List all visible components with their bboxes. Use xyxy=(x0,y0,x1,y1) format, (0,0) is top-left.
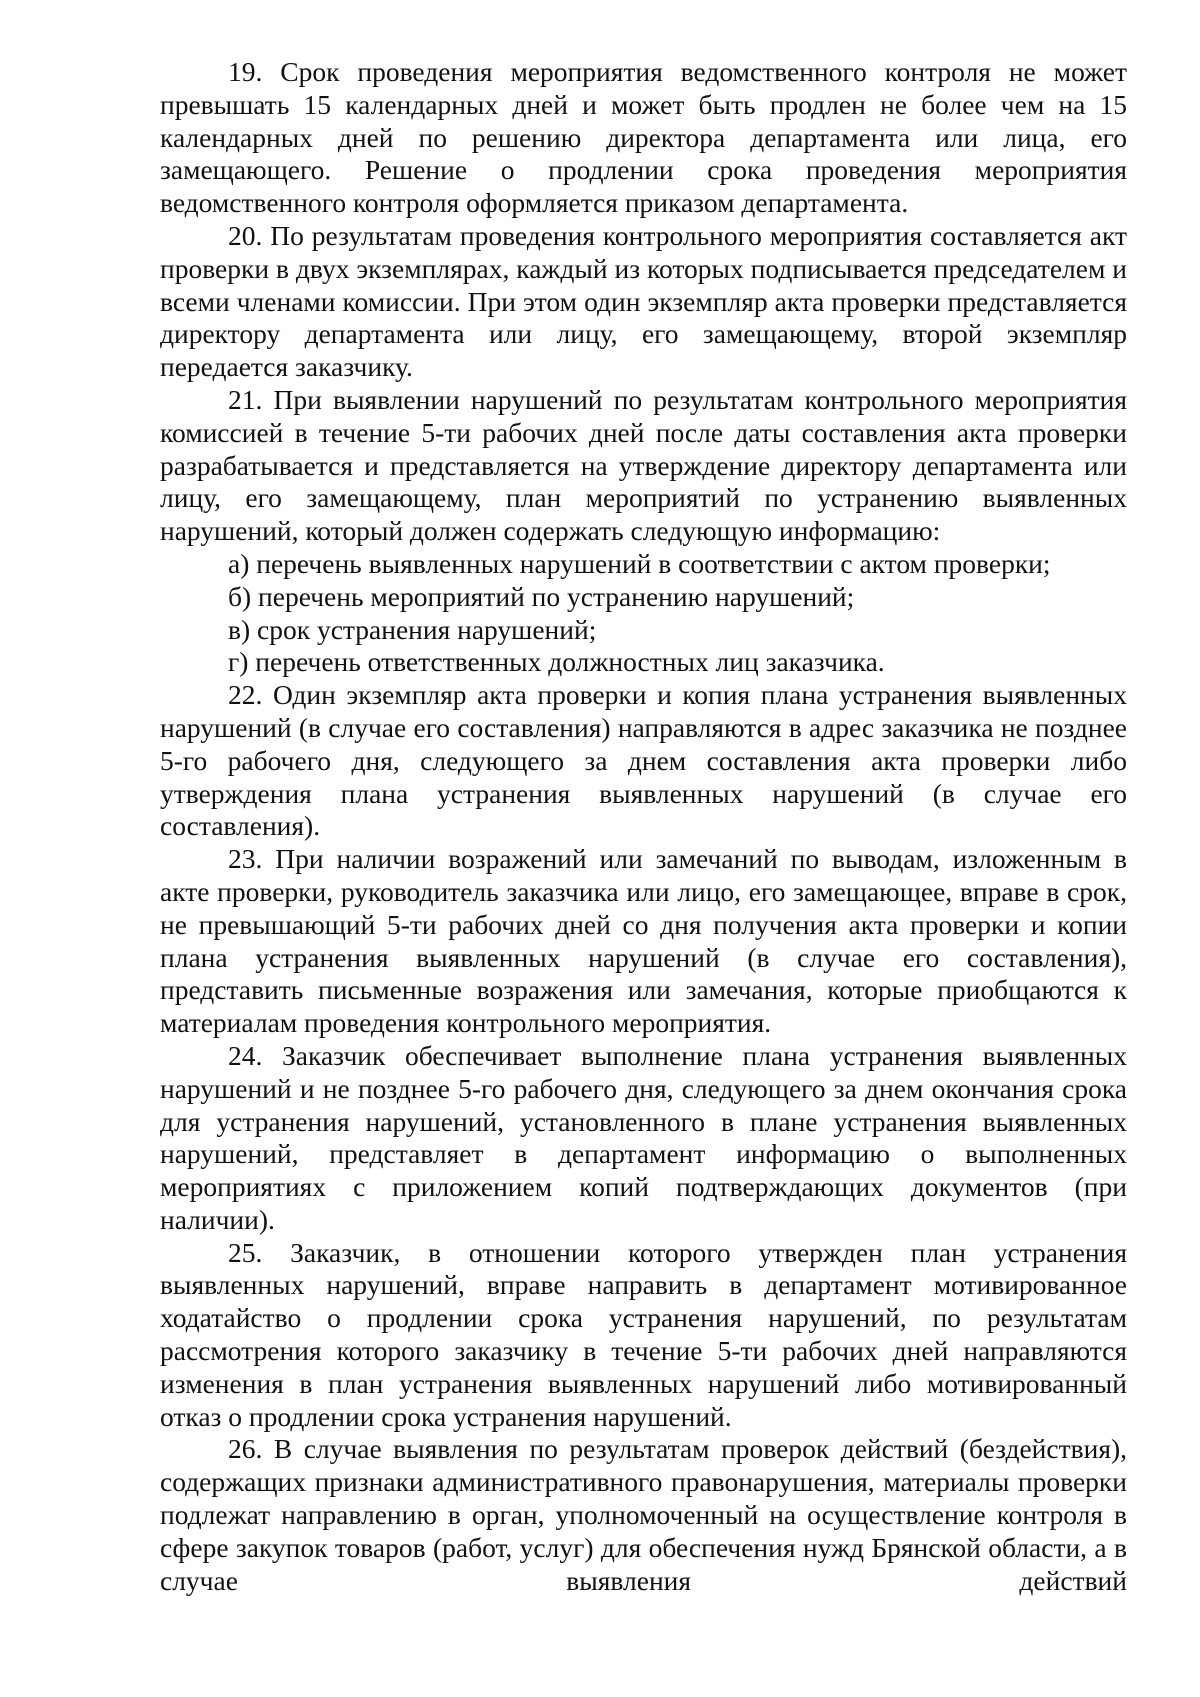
list-item-b: б) перечень мероприятий по устранению нарушений; xyxy=(228,580,855,612)
paragraph-26: 26. В случае выявления по результатам проверок действий (бездействия), содержащих признаки административного правонарушения, материалы проверки подлежат направлению в орган, уполномоченный на осуществление контроля в сфере закупок товаров (работ, услуг) для обеспечения нужд Брянской области, а в случае выявления действий xyxy=(160,1433,1127,1596)
paragraph-19: 19. Срок проведения мероприятия ведомственного контроля не может превышать 15 календарных дней и может быть продлен не более чем на 15 календарных дней по решению директора департамента или лица, его замещающего. Решение о продлении срока проведения мероприятия ведомственного контроля оформляется приказом департамента. xyxy=(160,56,1127,219)
paragraph-22: 22. Один экземпляр акта проверки и копия плана устранения выявленных нарушений (в случае его составления) направляются в адрес заказчика не позднее 5-го рабочего дня, следующего за днем составления акта проверки либо утверждения плана устранения выявленных нарушений (в случае его составления). xyxy=(160,679,1127,842)
paragraph-24: 24. Заказчик обеспечивает выполнение плана устранения выявленных нарушений и не позднее 5-го рабочего дня, следующего за днем окончания срока для устранения нарушений, установленного в плане устранения выявленных нарушений, представляет в департамент информацию о выполненных мероприятиях с приложением копий подтверждающих документов (при наличии). xyxy=(160,1039,1127,1235)
list-item-v: в) срок устранения нарушений; xyxy=(228,613,597,645)
paragraph-20: 20. По результатам проведения контрольного мероприятия составляется акт проверки в двух экземплярах, каждый из которых подписывается председателем и всеми членами комиссии. При этом один экземпляр акта проверки представляется директору департамента или лицу, его замещающему, второй экземпляр передается заказчику. xyxy=(160,219,1127,383)
paragraph-21: 21. При выявлении нарушений по результатам контрольного мероприятия комиссией в течение 5-ти рабочих дней после даты составления акта проверки разрабатывается и представляется на утверждение директору департамента или лицу, его замещающему, план мероприятий по устранению выявленных нарушений, который должен содержать следующую информацию: xyxy=(160,383,1127,547)
paragraph-25: 25. Заказчик, в отношении которого утвержден план устранения выявленных нарушений, вправе направить в департамент мотивированное ходатайство о продлении срока устранения нарушений, по результатам рассмотрения которого заказчику в течение 5-ти рабочих дней направляются изменения в план устранения выявленных нарушений либо мотивированный отказ о продлении срока устранения нарушений. xyxy=(160,1236,1127,1432)
list-item-a: а) перечень выявленных нарушений в соответствии с актом проверки; xyxy=(228,547,1051,579)
list-item-g: г) перечень ответственных должностных лиц заказчика. xyxy=(228,646,885,678)
paragraph-23: 23. При наличии возражений или замечаний по выводам, изложенным в акте проверки, руководитель заказчика или лицо, его замещающее, вправе в срок, не превышающий 5-ти рабочих дней со дня получения акта проверки и копии плана устранения выявленных нарушений (в случае его составления), представить письменные возражения или замечания, которые приобщаются к материалам проведения контрольного мероприятия. xyxy=(160,843,1127,1039)
